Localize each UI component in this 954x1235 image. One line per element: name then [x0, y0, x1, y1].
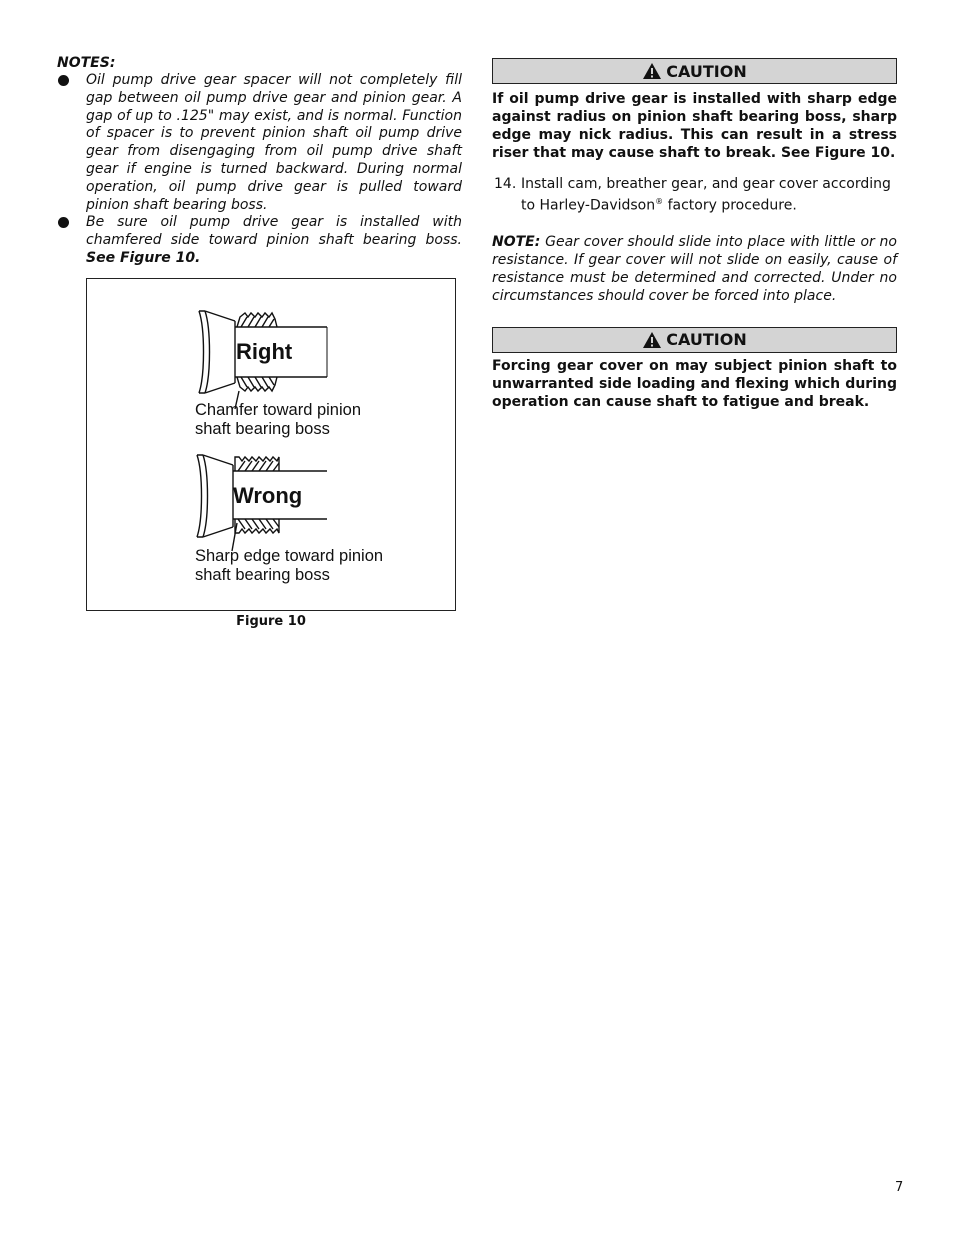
bullet-icon	[58, 217, 69, 228]
figure-10	[86, 278, 456, 611]
note-label: NOTE:	[492, 233, 541, 250]
list-item	[57, 214, 462, 267]
instructions-section	[492, 58, 897, 411]
figure-reference: See Figure 10.	[86, 249, 201, 266]
right-description-line: shaft bearing boss	[195, 420, 330, 438]
note-bullet-text: Oil pump drive gear spacer will not completely fill gap between oil pump drive gear and pinion gear. A gap of up to .125" may exist, and is normal. Function of spacer is to prevent pinion shaft oil pump drive gear from disengaging from oil pump drive shaft gear if engine is turned backward. During normal operation, oil pump drive gear is pulled toward pinion shaft bearing boss.	[86, 72, 462, 213]
caution-heading: CAUTION	[666, 330, 747, 350]
step-text-end: factory procedure.	[663, 197, 797, 214]
figure-caption: Figure 10	[236, 614, 306, 629]
warning-triangle-icon	[642, 331, 662, 349]
note-bullet-text: Be sure oil pump drive gear is installed with chamfered side toward pinion shaft bearing boss.	[86, 214, 462, 249]
step-number: 14.	[494, 176, 517, 192]
caution-banner	[492, 58, 897, 84]
warning-triangle-icon	[642, 62, 662, 80]
wrong-description-line: shaft bearing boss	[195, 566, 330, 584]
step-14	[492, 175, 897, 215]
notes-list	[57, 72, 462, 268]
caution-text: If oil pump drive gear is installed with sharp edge against radius on pinion shaft bearing boss, sharp edge may nick radius. This can result in a stress riser that may cause shaft to break. See Figure 10.	[492, 91, 897, 161]
note-paragraph	[492, 233, 897, 305]
wrong-description-line: Sharp edge toward pinion	[195, 547, 384, 565]
bullet-icon	[58, 75, 69, 86]
right-description-line: Chamfer toward pinion	[195, 401, 361, 419]
caution-banner	[492, 327, 897, 353]
caution-text: Forcing gear cover on may subject pinion shaft to unwarranted side loading and flexing which during operation can cause shaft to fatigue and break.	[492, 357, 897, 410]
note-text: Gear cover should slide into place with little or no resistance. If gear cover will not slide on easily, cause of resistance must be determined and corrected. Under no circumstances should cover be forced into place.	[492, 233, 897, 304]
list-item	[57, 72, 462, 214]
registered-mark: ®	[655, 197, 664, 206]
notes-section	[57, 55, 462, 268]
step-text: Install cam, breather gear, and gear cover according to Harley-Davidson	[521, 176, 891, 214]
notes-title: NOTES:	[57, 55, 116, 71]
caution-heading: CAUTION	[666, 61, 747, 81]
right-description	[195, 401, 361, 439]
wrong-label: Wrong	[233, 483, 303, 508]
wrong-description	[195, 547, 383, 585]
page-number: 7	[895, 1180, 904, 1195]
right-label: Right	[236, 339, 293, 364]
